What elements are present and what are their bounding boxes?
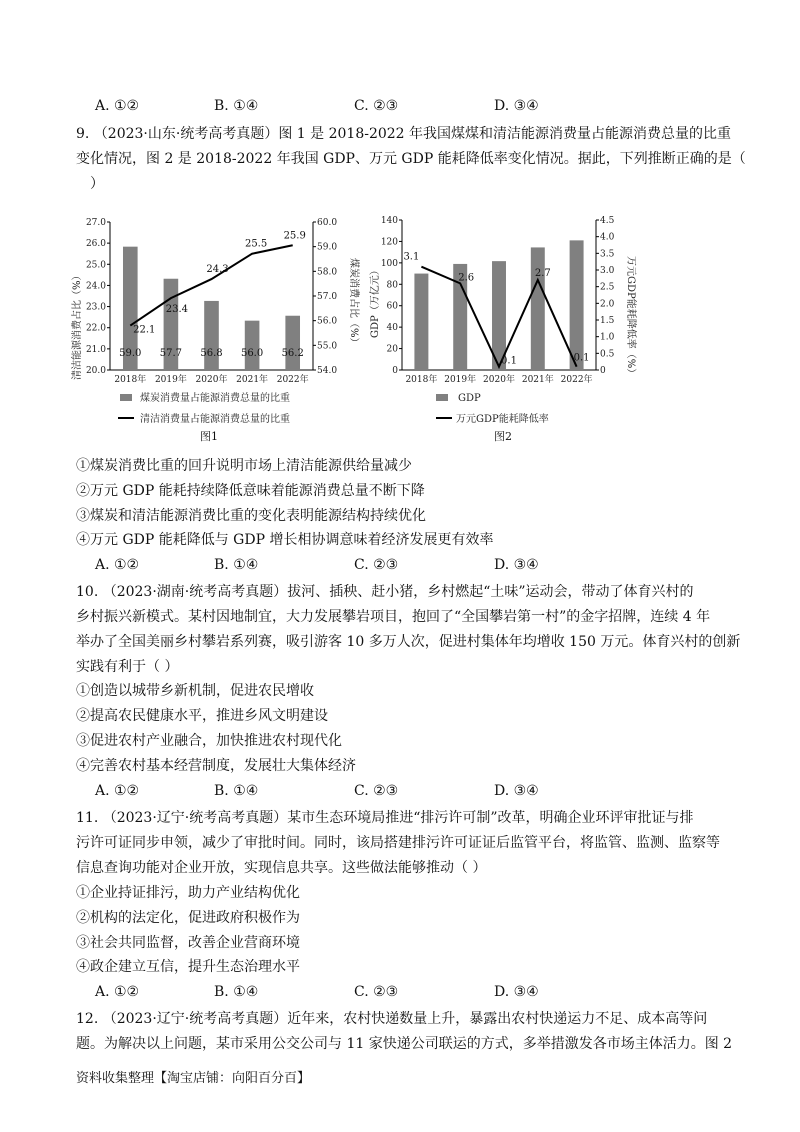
fig2-bars	[414, 240, 583, 370]
right-tick-label: 3.5	[600, 249, 615, 260]
footer-source-note: 资料收集整理【淘宝店铺：向阳百分百】	[76, 1071, 311, 1086]
left-tick-label: 20.0	[85, 366, 106, 376]
fig2-left-axis-label: GDP（万亿元）	[370, 265, 381, 338]
left-tick-label: 27.0	[85, 218, 106, 228]
q11-statement-3: ③社会共同监督，改善企业营商环境	[76, 935, 300, 951]
line-data-label: 25.5	[244, 238, 268, 250]
fig2-legend-line-label: 万元GDP能耗降低率	[456, 414, 549, 425]
bar	[285, 316, 300, 370]
right-tick-label: 59.0	[317, 242, 338, 253]
category-label: 2018年	[114, 375, 147, 385]
line-data-label: 2.7	[534, 268, 551, 279]
category-label: 2018年	[405, 375, 438, 385]
q10-option-a[interactable]: A. ①②	[95, 783, 140, 799]
line-data-label: 0.1	[573, 352, 590, 364]
bar-data-label: 56.2	[281, 348, 304, 359]
category-label: 2019年	[154, 375, 187, 385]
q9-statement-4: ④万元 GDP 能耗降低与 GDP 增长相协调意味着经济发展更有效率	[76, 532, 494, 548]
option-c[interactable]: C. ②③	[354, 98, 399, 114]
q11-statement-4: ④政企建立互信，提升生态治理水平	[76, 959, 300, 975]
right-tick-label: 4.5	[600, 216, 615, 226]
q10-option-d[interactable]: D. ③④	[494, 783, 539, 799]
fig1-legend-line-label: 清洁消费量占能源消费总量的比重	[140, 414, 290, 425]
left-tick-label: 20	[386, 344, 398, 355]
q10-statement-4: ④完善农村基本经营制度，发展壮大集体经济	[76, 758, 356, 774]
figure-2-chart	[366, 198, 648, 448]
option-b[interactable]: B. ①④	[214, 98, 259, 114]
fig1-legend-bar-label: 煤炭消费量占能源消费总量的比重	[140, 393, 290, 404]
fig1-right-axis	[313, 218, 337, 376]
q10-stem-line-3: 举办了全国美丽乡村攀岩系列赛，吸引游客 10 多万人次，促进村集体年均增收 150 万元。体育兴村的创新	[76, 634, 741, 650]
category-label: 2021年	[521, 375, 554, 385]
line-data-label: 25.9	[283, 230, 306, 242]
q11-statement-2: ②机构的法定化，促进政府积极作为	[76, 910, 300, 926]
right-tick-label: 4.0	[600, 232, 615, 243]
fig1-left-axis-label: 清洁能源消费占比（%）	[72, 270, 83, 380]
q10-statement-3: ③促进农村产业融合，加快推进农村现代化	[76, 733, 342, 749]
left-tick-label: 0	[392, 366, 398, 376]
category-label: 2022年	[276, 375, 309, 385]
bar	[204, 301, 219, 370]
fig1-right-axis-label: 煤炭消费占比（%）	[348, 258, 359, 348]
line-data-label: 0.1	[501, 355, 517, 367]
right-tick-label: 3.0	[600, 266, 615, 276]
figure-1-chart	[68, 198, 368, 448]
line-data-label: 22.1	[133, 324, 156, 336]
fig1-category-labels	[114, 373, 308, 385]
bar-data-label: 56.8	[200, 348, 223, 359]
left-tick-label: 24.0	[85, 281, 106, 292]
q9-statement-2: ②万元 GDP 能耗持续降低意味着能源消费总量不断下降	[76, 483, 425, 499]
right-tick-label: 58.0	[317, 267, 338, 278]
right-tick-label: 0.5	[600, 349, 615, 360]
bar	[570, 240, 584, 370]
fig1-legend	[118, 391, 290, 425]
bar-data-label: 57.7	[159, 348, 183, 359]
q11-stem-line-2: 污许可证同步申领，减少了审批时间。同时，该局搭建排污许可证证后监管平台，将监管、监测、监察等	[76, 835, 720, 851]
line-data-label: 24.3	[206, 264, 229, 276]
bar	[414, 274, 428, 370]
left-tick-label: 22.0	[85, 323, 106, 334]
line-data-label: 3.1	[403, 251, 420, 263]
fig2-legend-bar-label: GDP	[458, 393, 481, 404]
q11-stem-line-1: 11. （2023·辽宁·统考高考真题）某市生态环境局推进“排污许可制”改革，明确企业环评审批证与排	[76, 810, 694, 826]
q9-stem-line-2: 变化情况，图 2 是 2018-2022 年我国 GDP、万元 GDP 能耗降低率变化情况。据此，下列推断正确的是（	[76, 151, 746, 167]
left-tick-label: 21.0	[85, 344, 106, 355]
fig2-right-axis	[596, 216, 615, 376]
q11-option-d[interactable]: D. ③④	[494, 984, 539, 1000]
right-tick-label: 1.5	[600, 316, 615, 326]
q11-statement-1: ①企业持证排污，助力产业结构优化	[76, 885, 300, 901]
q11-stem-line-3: 信息查询功能对企业开放，实现信息共享。这些做法能够推动（ ）	[76, 860, 487, 876]
q9-stem-line-1: 9. （2023·山东·统考高考真题）图 1 是 2018-2022 年我国煤煤和清洁能源消费量占能源消费总量的比重	[76, 126, 732, 142]
fig2-right-axis-label: 万元GDP能耗降低率（%）	[625, 256, 636, 379]
q9-option-d[interactable]: D. ③④	[494, 557, 539, 573]
q11-option-b[interactable]: B. ①④	[214, 984, 259, 1000]
left-tick-label: 120	[380, 237, 398, 248]
right-tick-label: 54.0	[317, 366, 338, 376]
left-tick-label: 80	[386, 280, 398, 291]
q10-statement-2: ②提高农民健康水平，推进乡风文明建设	[76, 708, 328, 724]
fig2-category-labels	[405, 373, 592, 385]
left-tick-label: 26.0	[85, 239, 106, 250]
option-a[interactable]: A. ①②	[95, 98, 140, 114]
q9-option-a[interactable]: A. ①②	[95, 557, 140, 573]
category-label: 2022年	[560, 375, 593, 385]
bar	[531, 247, 545, 370]
category-label: 2019年	[444, 375, 477, 385]
q10-stem-line-1: 10. （2023·湖南·统考高考真题）拔河、插秧、赶小猪，乡村燃起“土味”运动会，带动了体育兴村的	[76, 584, 694, 600]
q10-option-b[interactable]: B. ①④	[214, 783, 259, 799]
fig2-caption: 图2	[494, 430, 512, 443]
bar-data-label: 59.0	[119, 348, 142, 359]
right-tick-label: 2.0	[600, 299, 615, 310]
category-label: 2020年	[195, 375, 228, 385]
category-label: 2021年	[236, 375, 269, 385]
line-data-label: 23.4	[165, 304, 189, 316]
right-tick-label: 0	[600, 366, 606, 376]
q11-option-a[interactable]: A. ①②	[95, 984, 140, 1000]
q9-stem-line-3: ）	[90, 176, 104, 192]
bar	[245, 321, 260, 370]
q10-stem-line-4: 实践有利于（ ）	[76, 659, 179, 675]
right-tick-label: 57.0	[317, 292, 338, 302]
q10-stem-line-2: 乡村振兴新模式。某村因地制宜，大力发展攀岩项目，抱回了“全国攀岩第一村”的金字招牌，连续 4 年	[76, 609, 711, 625]
fig1-caption: 图1	[200, 430, 218, 443]
category-label: 2020年	[483, 375, 515, 385]
left-tick-label: 60	[386, 301, 398, 312]
q9-statement-3: ③煤炭和清洁能源消费比重的变化表明能源结构持续优化	[76, 508, 426, 524]
q11-option-c[interactable]: C. ②③	[354, 984, 399, 1000]
right-tick-label: 55.0	[317, 341, 338, 352]
q9-option-b[interactable]: B. ①④	[214, 557, 259, 573]
right-tick-label: 1.0	[600, 332, 615, 343]
q10-option-c[interactable]: C. ②③	[354, 783, 399, 799]
q9-option-c[interactable]: C. ②③	[354, 557, 399, 573]
left-tick-label: 100	[380, 258, 398, 269]
fig2-left-axis	[381, 216, 596, 376]
fig2-legend-bar-swatch	[436, 394, 448, 401]
right-tick-label: 56.0	[317, 316, 338, 327]
right-tick-label: 2.5	[600, 282, 615, 293]
fig2-legend	[436, 393, 549, 425]
fig1-legend-bar-swatch	[120, 394, 132, 401]
left-tick-label: 23.0	[85, 302, 106, 313]
q12-stem-line-2: 题。为解决以上问题，某市采用公交公司与 11 家快递公司联运的方式，多举措激发各市场主体活力。图 2	[76, 1036, 733, 1052]
right-tick-label: 60.0	[317, 218, 338, 228]
q9-statement-1: ①煤炭消费比重的回升说明市场上清洁能源供给量减少	[76, 458, 412, 474]
left-tick-label: 25.0	[85, 260, 106, 271]
q12-stem-line-1: 12. （2023·辽宁·统考高考真题）近年来，农村快递数量上升，暴露出农村快递运力不足、成本高等问	[76, 1011, 708, 1027]
bar-data-label: 56.0	[240, 348, 264, 359]
option-d[interactable]: D. ③④	[494, 98, 539, 114]
line-data-label: 2.6	[458, 272, 475, 284]
q10-statement-1: ①创造以城带乡新机制，促进农民增收	[76, 683, 314, 699]
left-tick-label: 40	[386, 323, 398, 334]
left-tick-label: 140	[380, 216, 398, 226]
